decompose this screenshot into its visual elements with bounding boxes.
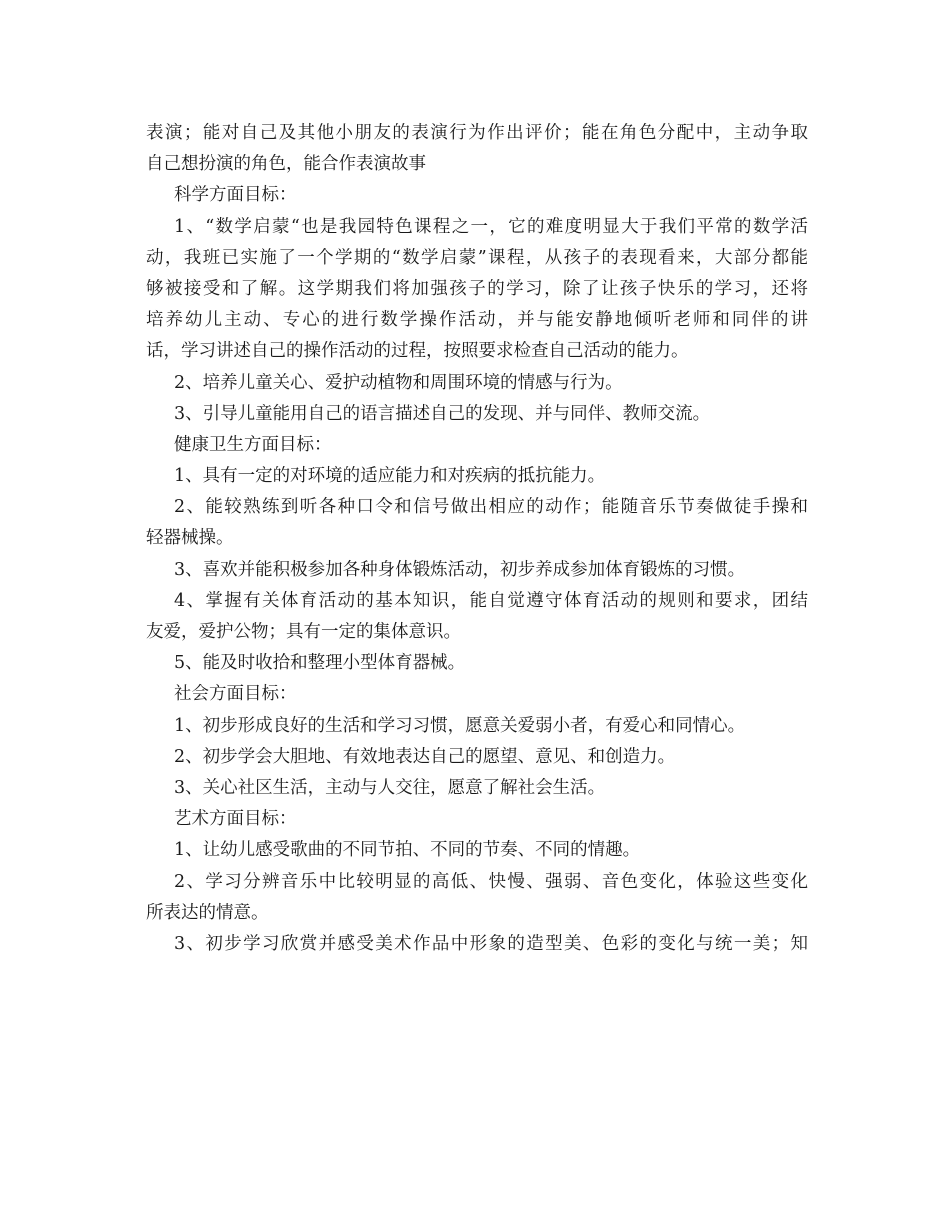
text-line: 艺术方面目标： — [174, 809, 297, 830]
text-line: 科学方面目标： — [174, 185, 297, 206]
text-line: 所表达的情意。 — [146, 902, 269, 923]
text-line: 培养幼儿主动、专心的进行数学操作活动，并与能安静地倾听老师和同伴的讲 — [146, 310, 808, 331]
text-line: 健康卫生方面目标： — [174, 434, 332, 455]
text-line: 1、让幼儿感受歌曲的不同节拍、不同的节奏、不同的情趣。 — [174, 840, 641, 861]
document-page — [146, 118, 808, 960]
text-line: 话，学习讲述自己的操作活动的过程，按照要求检查自己活动的能力。 — [146, 341, 689, 362]
text-line: 表演；能对自己及其他小朋友的表演行为作出评价；能在角色分配中，主动争取 — [146, 123, 808, 143]
text-line: 友爱，爱护公物；具有一定的集体意识。 — [146, 622, 461, 642]
text-line: 够被接受和了解。这学期我们将加强孩子的学习，除了让孩子快乐的学习，还将 — [146, 278, 808, 299]
text-line: 自己想扮演的角色，能合作表演故事 — [146, 154, 426, 175]
text-line: 2、学习分辨音乐中比较明显的高低、快慢、强弱、音色变化，体验这些变化 — [174, 871, 808, 892]
text-line: 3、引导儿童能用自己的语言描述自己的发现、并与同伴、教师交流。 — [174, 403, 711, 424]
text-line: 3、初步学习欣赏并感受美术作品中形象的造型美、色彩的变化与统一美；知 — [174, 933, 808, 954]
text-line: 1、“数学启蒙“也是我园特色课程之一，它的难度明显大于我们平常的数学活 — [174, 216, 808, 237]
text-line: 动，我班已实施了一个学期的“数学启蒙”课程，从孩子的表现看来，大部分都能 — [146, 247, 808, 268]
text-line: 轻器械操。 — [146, 528, 234, 549]
text-line: 3、喜欢并能积极参加各种身体锻炼活动，初步养成参加体育锻炼的习惯。 — [174, 559, 746, 580]
text-line: 1、具有一定的对环境的适应能力和对疾病的抵抗能力。 — [174, 466, 606, 487]
text-line: 2、培养儿童关心、爱护动植物和周围环境的情感与行为。 — [174, 372, 623, 393]
text-line: 4、掌握有关体育活动的基本知识，能自觉遵守体育活动的规则和要求，团结 — [174, 590, 808, 611]
text-line: 2、能较熟练到听各种口令和信号做出相应的动作；能随音乐节奏做徒手操和 — [174, 497, 808, 518]
text-line: 社会方面目标： — [174, 684, 297, 705]
text-line: 3、关心社区生活，主动与人交往，愿意了解社会生活。 — [174, 777, 606, 798]
text-line: 1、初步形成良好的生活和学习习惯，愿意关爱弱小者，有爱心和同情心。 — [174, 715, 746, 736]
text-line: 5、能及时收拾和整理小型体育器械。 — [174, 653, 466, 674]
text-line: 2、初步学会大胆地、有效地表达自己的愿望、意见、和创造力。 — [174, 746, 676, 767]
